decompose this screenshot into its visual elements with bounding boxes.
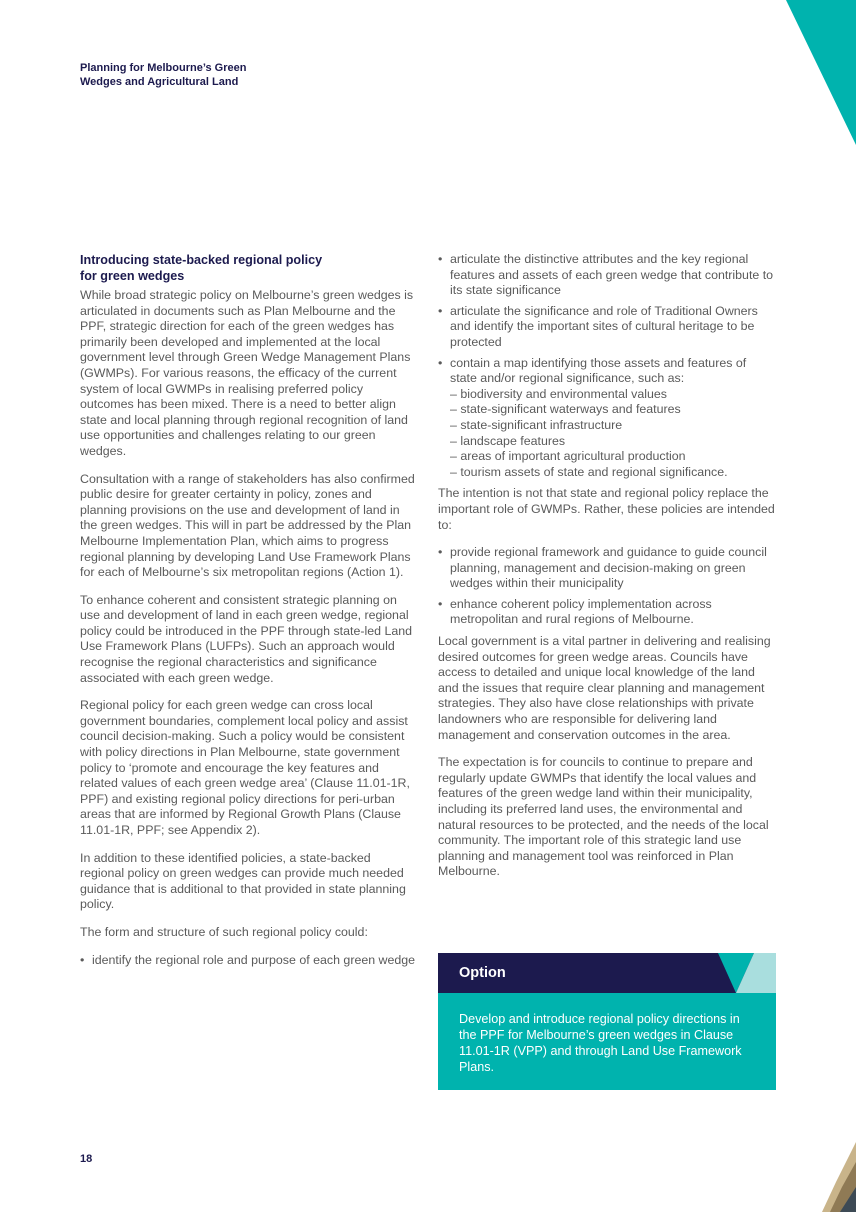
option-callout xyxy=(438,953,776,1090)
option-header xyxy=(438,953,776,993)
dash-list xyxy=(450,387,776,481)
page-number: 18 xyxy=(80,1153,93,1165)
paragraph: To enhance coherent and consistent strategic planning on use and development of land in each green wedge, regional policy could be introduced in the PPF through state-led Land Use Framework Plans (LUFPs). Such an approach would recognise the regional characteristics and significance associated with each green wedge. xyxy=(80,592,413,685)
list-item-text: contain a map identifying those assets and features of state and/or regional significance, such as: xyxy=(450,355,747,386)
header-line-2: Wedges and Agricultural Land xyxy=(80,76,239,88)
paragraph: While broad strategic policy on Melbourne’s green wedges is articulated in documents such as Plan Melbourne and the PPF, strategic direction for each of the green wedges has primarily been developed and implemented at the local government level through Green Wedge Management Plans (GWMPs). For various reasons, the efficacy of the current system of local GWMPs in realising preferred policy outcomes has been mixed. There is a need to better align state and local planning through regional recognition of land use opportunities and challenges relating to our green wedges. xyxy=(80,288,414,458)
paragraph: In addition to these identified policies, a state-backed regional policy on green wedges can provide much needed guidance that is additional to that provided in state planning policy. xyxy=(80,850,406,912)
paragraph: Local government is a vital partner in delivering and realising desired outcomes for green wedge areas. Councils have access to detailed and unique local knowledge of the land and the issues that require clear planning and management strategies. They also have close relationships with private landowners who are responsible for delivering land management and conservation outcomes in the area. xyxy=(438,634,771,742)
list-item: • articulate the distinctive attributes and the key regional features and assets of each green wedge that contribute to its state significance xyxy=(438,252,776,299)
dash-item: – biodiversity and environmental values xyxy=(450,387,776,403)
corner-teal-shape xyxy=(776,0,856,150)
bullet-list xyxy=(438,252,776,480)
dash-item: – state-significant infrastructure xyxy=(450,418,776,434)
dash-item: – areas of important agricultural production xyxy=(450,449,776,465)
section-heading xyxy=(80,252,418,284)
option-header-triangles xyxy=(706,953,776,993)
dash-item: – tourism assets of state and regional significance. xyxy=(450,465,776,481)
section-heading-line-2: for green wedges xyxy=(80,269,185,283)
list-item: • identify the regional role and purpose of each green wedge xyxy=(80,953,418,969)
section-heading-line-1: Introducing state-backed regional policy xyxy=(80,253,323,267)
left-column xyxy=(80,252,418,974)
paragraph: The form and structure of such regional policy could: xyxy=(80,924,368,939)
option-body: Develop and introduce regional policy directions in the PPF for Melbourne’s green wedges in Clause 11.01-1R (VPP) and through Land Use Framework Plans. xyxy=(438,993,776,1090)
list-item xyxy=(438,356,776,481)
corner-image-fragment xyxy=(822,1142,856,1212)
list-item: • provide regional framework and guidance to guide council planning, management and decision-making on green wedges within their municipality xyxy=(438,545,776,592)
document-header xyxy=(80,61,300,89)
list-item: • articulate the significance and role of Traditional Owners and identify the important sites of cultural heritage to be protected xyxy=(438,304,776,351)
bullet-list xyxy=(80,953,418,969)
option-title: Option xyxy=(459,965,506,981)
dash-item: – landscape features xyxy=(450,434,776,450)
paragraph: Regional policy for each green wedge can cross local government boundaries, complement local policy and assist council decision-making. Such a policy would be consistent with policy directions in Plan Melbourne, state government policy to ‘promote and encourage the key features and related values of each green wedge area’ (Clause 11.01-1R, PPF) and existing regional policy directions for peri-urban areas that are informed by Regional Growth Plans (Clause 11.01-1R, PPF; see Appendix 2). xyxy=(80,698,410,837)
dash-item: – state-significant waterways and features xyxy=(450,402,776,418)
bullet-list xyxy=(438,545,776,628)
list-item: • enhance coherent policy implementation across metropolitan and rural regions of Melbourne. xyxy=(438,597,776,628)
right-column xyxy=(438,252,776,892)
header-line-1: Planning for Melbourne’s Green xyxy=(80,62,247,74)
paragraph: Consultation with a range of stakeholders has also confirmed public desire for greater certainty in policy, zones and planning provisions on the use and development of land in the green wedges. This will in part be addressed by the Plan Melbourne Implementation Plan, which aims to progress regional planning by developing Land Use Framework Plans for each of Melbourne’s six metropolitan regions (Action 1). xyxy=(80,471,415,580)
paragraph: The expectation is for councils to continue to prepare and regularly update GWMPs that identify the local values and features of the green wedge land within their municipality, including its preferred land uses, the environmental and natural resources to be protected, and the needs of the local community. The important role of this strategic land use planning and management tool was reinforced in Plan Melbourne. xyxy=(438,755,769,879)
paragraph: The intention is not that state and regional policy replace the important role of GWMPs. Rather, these policies are intended to: xyxy=(438,486,775,532)
